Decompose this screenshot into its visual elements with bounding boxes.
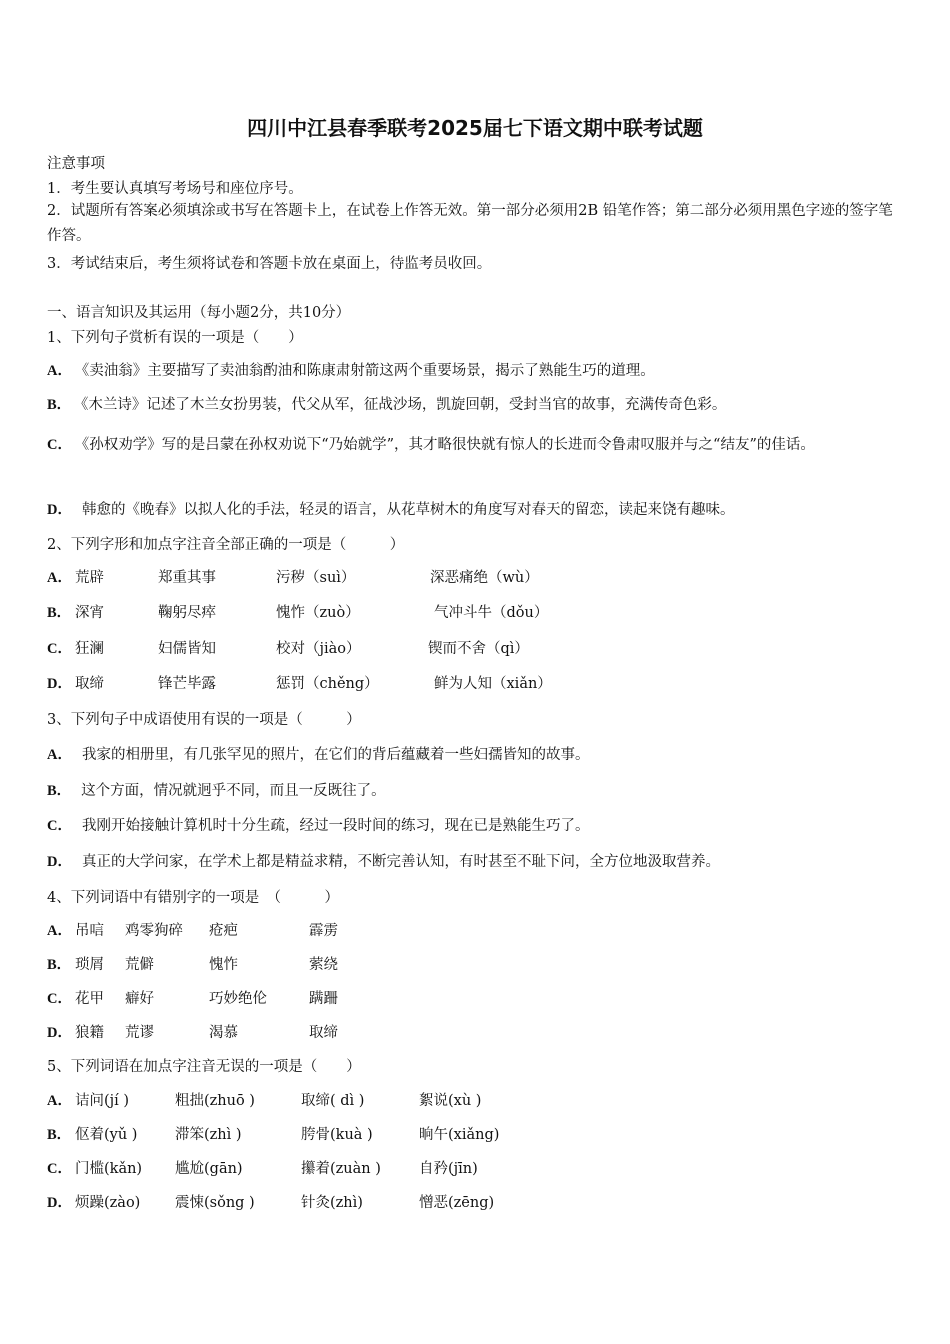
option-word: 伛着(yǔ ) [75,1127,138,1143]
option-text: 我家的相册里，有几张罕见的照片，在它们的背后蕴藏着一些妇孺皆知的故事。 [81,747,590,763]
option-word: 琐屑 [75,957,104,973]
option-word: 胯骨(kuà ) [301,1127,373,1143]
option-word: 惩罚（chěng） [276,676,379,692]
option-word: 气冲斗牛（dǒu） [434,605,549,621]
option-text: 韩愈的《晚春》以拟人化的手法，轻灵的语言，从花草树木的角度写对春天的留恋，读起来饶有趣味。 [81,502,735,518]
option-word: 校对（jiào） [276,641,361,657]
option-word: 花甲 [75,991,104,1007]
option-word: 滞笨(zhì ) [175,1127,242,1143]
option-word: 攥着(zuàn ) [301,1161,381,1177]
option-label: B． [47,1127,72,1143]
option-word: 自矜(jīn) [419,1161,478,1177]
option-row [47,359,655,380]
notice-item: 3．考试结束后，考生须将试卷和答题卡放在桌面上，待监考员收回。 [47,256,492,272]
option-row [47,779,386,800]
option-text: 《木兰诗》记述了木兰女扮男装，代父从军，征战沙场，凯旋回朝，受封当官的故事，充满传奇色彩。 [81,397,727,413]
option-word: 疮疤 [209,923,238,939]
option-label: A． [47,363,72,379]
option-row [47,427,907,463]
option-text: 这个方面，情况就迥乎不同，而且一反既往了。 [81,783,386,799]
option-word: 锲而不舍（qì） [428,641,529,657]
option-row [47,672,917,694]
option-label: C． [47,437,72,453]
option-text: 真正的大学问家，在学术上都是精益求精，不断完善认知，有时甚至不耻下问，全方位地汲取营养。 [81,854,720,870]
option-row [47,1123,917,1145]
option-label: B． [47,397,72,413]
option-word: 取缔( dì ) [301,1093,365,1109]
option-word: 蹒跚 [309,991,338,1007]
option-word: 污秽（suì） [276,570,356,586]
option-word: 深恶痛绝（wù） [430,570,539,586]
option-word: 诘问(jí ) [75,1093,130,1109]
option-row [47,566,917,588]
option-word: 妇儒皆知 [158,641,216,657]
option-label: C． [47,818,72,834]
option-word: 狂澜 [75,641,104,657]
option-word: 震悚(sǒng ) [175,1195,255,1211]
option-word: 荒僻 [125,957,154,973]
option-word: 鲜为人知（xiǎn） [434,676,552,692]
option-word: 郑重其事 [158,570,216,586]
option-text: 我刚开始接触计算机时十分生疏，经过一段时间的练习，现在已是熟能生巧了。 [81,818,590,834]
option-word: 鞠躬尽瘁 [158,605,216,621]
notice-item: 1．考生要认真填写考场号和座位序号。 [47,181,303,197]
option-label: D． [47,1025,72,1041]
option-label: D． [47,854,72,870]
section-heading: 一、语言知识及其运用（每小题2分，共10分） [47,305,351,321]
option-row [47,393,726,414]
option-word: 取缔 [75,676,104,692]
option-word: 萦绕 [309,957,338,973]
option-word: 荒辟 [75,570,104,586]
option-row [47,637,917,659]
option-row [47,1157,917,1179]
option-label: A． [47,1093,72,1109]
option-word: 深宵 [75,605,104,621]
option-row [47,1021,917,1043]
option-row [47,953,917,975]
option-word: 取缔 [309,1025,338,1041]
option-word: 憎恶(zēng) [419,1195,495,1211]
question-stem: 4、下列词语中有错别字的一项是 （ ） [47,890,339,906]
option-label: B． [47,783,72,799]
option-word: 荒谬 [125,1025,154,1041]
page-title: 四川中江县春季联考2025届七下语文期中联考试题 [247,116,703,140]
option-label: D． [47,502,72,518]
option-text: 《孙权劝学》写的是吕蒙在孙权劝说下“乃始就学”，其才略很快就有惊人的长进而令鲁肃叹服并与之“结友”的佳话。 [81,437,815,453]
option-row [47,814,589,835]
option-word: 粗拙(zhuō ) [175,1093,255,1109]
option-label: A． [47,570,72,586]
option-word: 针灸(zhì) [301,1195,363,1211]
option-word: 巧妙绝伦 [209,991,267,1007]
question-stem: 1、下列句子赏析有误的一项是（ ） [47,330,303,346]
option-word: 吊唁 [75,923,104,939]
option-row [47,743,589,764]
question-stem: 3、下列句子中成语使用有误的一项是（ ） [47,712,361,728]
option-word: 癖好 [125,991,154,1007]
option-label: A． [47,747,72,763]
option-row [47,601,917,623]
option-label: C． [47,641,72,657]
option-label: D． [47,676,72,692]
option-word: 锋芒毕露 [158,676,216,692]
notice-heading: 注意事项 [47,156,105,172]
question-stem: 2、下列字形和加点字注音全部正确的一项是（ ） [47,537,405,553]
option-row [47,1191,917,1213]
option-word: 狼籍 [75,1025,104,1041]
option-label: C． [47,991,72,1007]
option-word: 愧怍 [209,957,238,973]
option-word: 絮说(xù ) [419,1093,482,1109]
option-word: 霹雳 [309,923,338,939]
option-text: 《卖油翁》主要描写了卖油翁酌油和陈康肃射箭这两个重要场景，揭示了熟能生巧的道理。 [81,363,655,379]
option-label: D． [47,1195,72,1211]
option-word: 烦躁(zào) [75,1195,141,1211]
option-row [47,850,720,871]
option-word: 晌午(xiǎng) [419,1127,500,1143]
question-stem: 5、下列词语在加点字注音无误的一项是（ ） [47,1059,361,1075]
option-word: 尴尬(gān) [175,1161,243,1177]
option-word: 鸡零狗碎 [125,923,183,939]
option-label: B． [47,957,72,973]
option-row [47,1089,917,1111]
option-word: 门槛(kǎn) [75,1161,143,1177]
option-label: B． [47,605,72,621]
option-word: 愧怍（zuò） [276,605,360,621]
option-label: A． [47,923,72,939]
option-label: C． [47,1161,72,1177]
option-row [47,987,917,1009]
option-word: 渴慕 [209,1025,238,1041]
notice-item: 2．试题所有答案必须填涂或书写在答题卡上，在试卷上作答无效。第一部分必须用2B 铅笔作答；第二部分必须用黑色字迹的签字笔作答。 [47,203,893,244]
option-row [47,919,917,941]
option-row [47,498,734,519]
